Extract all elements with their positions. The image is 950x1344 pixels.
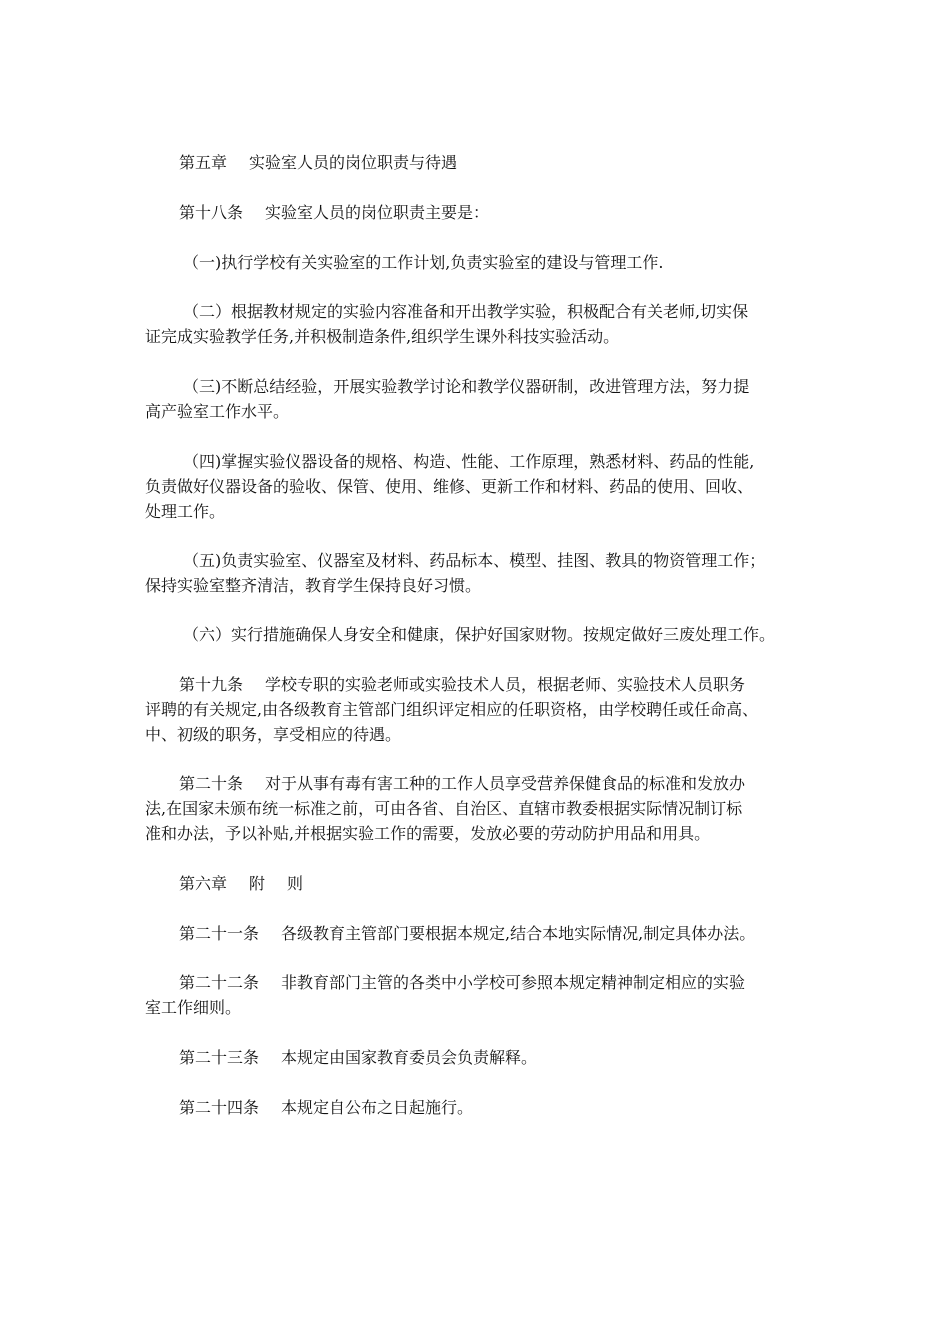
- article-label: 第二十二条: [179, 973, 260, 992]
- article-label: 第十八条: [179, 203, 244, 222]
- item-line: （二）根据教材规定的实验内容准备和开出教学实验，积极配合有关老师,切实保: [183, 302, 749, 321]
- article-23: [145, 1045, 825, 1070]
- article-text: 本规定自公布之日起施行。: [281, 1098, 474, 1117]
- item-4: [145, 449, 825, 524]
- article-line: 非教育部门主管的各类中小学校可参照本规定精神制定相应的实验: [281, 973, 746, 992]
- article-label: 第二十一条: [179, 924, 260, 943]
- article-line: 学校专职的实验老师或实验技术人员，根据老师、实验技术人员职务: [265, 675, 746, 694]
- item-line: 保持实验室整齐清洁，教育学生保持良好习惯。: [145, 576, 482, 595]
- article-text: 各级教育主管部门要根据本规定,结合本地实际情况,制定具体办法。: [281, 924, 756, 943]
- article-line: 中、初级的职务，享受相应的待遇。: [145, 725, 402, 744]
- item-line: （四)掌握实验仪器设备的规格、构造、性能、工作原理，熟悉材料、药品的性能,: [183, 452, 755, 471]
- chapter-6-heading: [145, 871, 825, 896]
- item-2: [145, 299, 825, 349]
- article-label: 第二十四条: [179, 1098, 260, 1117]
- chapter-title: 实验室人员的岗位职责与待遇: [249, 153, 458, 172]
- article-21: [145, 921, 825, 946]
- item-line: （一)执行学校有关实验室的工作计划,负责实验室的建设与管理工作.: [183, 253, 664, 272]
- article-22: [145, 970, 825, 1020]
- article-line: 室工作细则。: [145, 998, 242, 1017]
- article-label: 第二十三条: [179, 1048, 260, 1067]
- item-line: 负责做好仪器设备的验收、保管、使用、维修、更新工作和材料、药品的使用、回收、: [145, 477, 754, 496]
- article-label: 第十九条: [179, 675, 244, 694]
- article-text: 本规定由国家教育委员会负责解释。: [281, 1048, 538, 1067]
- chapter-title-word: 则: [287, 874, 304, 893]
- item-6: [145, 622, 825, 647]
- item-line: （五)负责实验室、仪器室及材料、药品标本、模型、挂图、教具的物资管理工作；: [183, 551, 766, 570]
- chapter-title-word: 附: [249, 874, 266, 893]
- article-20: [145, 771, 825, 846]
- item-5: [145, 548, 825, 598]
- article-18: [145, 200, 825, 225]
- item-line: 处理工作。: [145, 502, 226, 521]
- article-line: 准和办法，予以补贴,并根据实验工作的需要，发放必要的劳动防护用品和用具。: [145, 824, 711, 843]
- item-line: 证完成实验教学任务,并积极制造条件,组织学生课外科技实验活动。: [145, 327, 620, 346]
- article-line: 评聘的有关规定,由各级教育主管部门组织评定相应的任职资格，由学校聘任或任命高、: [145, 700, 759, 719]
- chapter-label: 第六章: [179, 874, 228, 893]
- article-line: 对于从事有毒有害工种的工作人员享受营养保健食品的标准和发放办: [265, 774, 746, 793]
- article-label: 第二十条: [179, 774, 244, 793]
- chapter-label: 第五章: [179, 153, 228, 172]
- item-3: [145, 374, 825, 424]
- item-line: （三)不断总结经验，开展实验教学讨论和教学仪器研制，改进管理方法，努力提: [183, 377, 750, 396]
- article-line: 法,在国家未颁布统一标准之前，可由各省、自治区、直辖市教委根据实际情况制订标: [145, 799, 743, 818]
- chapter-5-heading: [145, 150, 825, 175]
- article-text: 实验室人员的岗位职责主要是：: [265, 203, 490, 222]
- item-1: [145, 250, 825, 275]
- item-line: （六）实行措施确保人身安全和健康，保护好国家财物。按规定做好三废处理工作。: [183, 625, 776, 644]
- article-24: [145, 1095, 825, 1120]
- article-19: [145, 672, 825, 747]
- item-line: 高产验室工作水平。: [145, 402, 290, 421]
